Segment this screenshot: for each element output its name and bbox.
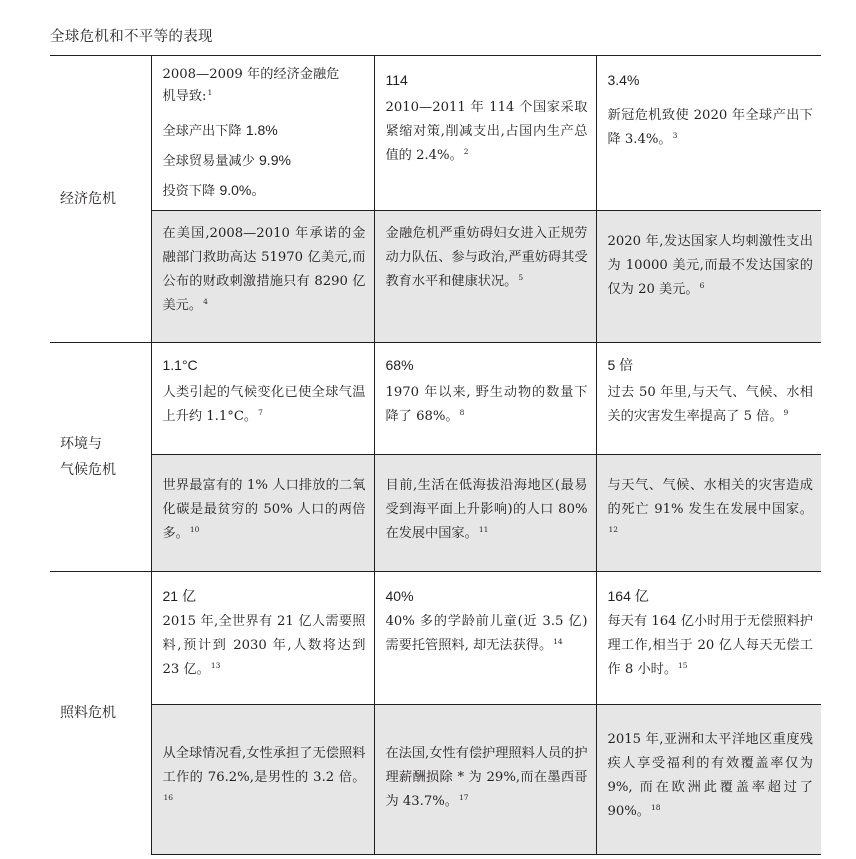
care-text-3	[608, 610, 814, 682]
detail-text-block	[163, 222, 366, 318]
footnote-ref: 2	[463, 147, 469, 156]
care-stat-3: 164 亿	[607, 588, 649, 604]
economic-bullet-2	[163, 146, 366, 176]
care-stat-1: 21 亿	[162, 588, 196, 604]
category-economic: 经济危机	[50, 56, 151, 343]
care-cell-3	[596, 572, 821, 705]
cell-text: 2010—2011 年 114 个国家采取紧缩对策,削减支出,占国内生产总值的 2.4%。	[385, 100, 588, 163]
economic-detail-3	[596, 211, 821, 343]
cell-text: 与天气、气候、水相关的灾害造成的死亡 91% 发生在发展中国家。	[607, 478, 813, 517]
cell-text: 新冠危机致使 2020 年全球产出下降 3.4%。	[607, 108, 813, 147]
footnote-ref: 3	[672, 131, 678, 140]
economic-head-line-1: 2008—2009 年的经济金融危	[162, 67, 340, 82]
economic-stat-2: 114	[385, 72, 408, 88]
crisis-table	[50, 55, 821, 855]
footnote-ref: 13	[210, 661, 221, 670]
footnote-ref: 5	[518, 273, 524, 282]
footnote-ref: 9	[783, 408, 789, 417]
cell-text: 人类引起的气候变化已使全球气温上升约 1.1°C。	[162, 385, 366, 424]
cell-text: 从全球情况看,女性承担了无偿照料工作的 76.2%,是男性的 3.2 倍。	[162, 746, 366, 785]
cell-text: 2015 年,亚洲和太平洋地区重度残疾人享受福利的有效覆盖率仅为 9%, 而在欧洲此覆盖率超过了 90%。	[607, 732, 813, 819]
bullet-number: 9.0%。	[219, 182, 266, 198]
cell-text: 金融危机严重妨碍妇女进入正规劳动力队伍、参与政治,严重妨碍其受教育水平和健康状况。	[385, 226, 588, 289]
cell-text: 40% 多的学龄前儿童(近 3.5 亿)需要托管照料, 却无法获得。	[385, 614, 588, 653]
category-line: 环境与	[60, 436, 102, 452]
category-climate	[50, 343, 151, 572]
cell-text: 过去 50 年里,与天气、气候、水相关的灾害发生率提高了 5 倍。	[607, 385, 813, 424]
climate-cell-2	[374, 343, 596, 455]
cell-text: 1970 年以来, 野生动物的数量下降了 68%。	[385, 385, 588, 424]
footnote-ref: 6	[699, 281, 705, 290]
economic-cell-2	[374, 56, 596, 211]
climate-stat-3: 5 倍	[607, 357, 634, 373]
care-text-1	[163, 610, 366, 682]
economic-text-2	[386, 96, 588, 168]
footnote-ref: 15	[678, 661, 688, 670]
page-title: 全球危机和不平等的表现	[50, 29, 213, 45]
bullet-number: 9.9%	[259, 152, 291, 168]
footnote-ref: 7	[258, 408, 263, 417]
care-cell-2	[374, 572, 596, 705]
footnote-ref: 4	[203, 297, 208, 306]
detail-text-block	[163, 474, 366, 546]
cell-text: 世界最富有的 1% 人口排放的二氧化碳是最贫穷的 50% 人口的两倍多。	[162, 478, 366, 541]
footnote-ref: 18	[651, 803, 661, 812]
cell-text: 2020 年,发达国家人均刺激性支出为 10000 美元,而最不发达国家的仅为 20 美元。	[607, 234, 813, 297]
category-line: 气候危机	[60, 462, 116, 478]
detail-text-block	[386, 742, 588, 814]
category-care: 照料危机	[50, 572, 151, 855]
climate-text-1	[163, 381, 366, 429]
detail-text-block	[386, 474, 588, 546]
footnote-ref: 8	[459, 408, 465, 417]
footnote-ref: 11	[478, 525, 489, 534]
climate-detail-1	[151, 455, 374, 572]
detail-text-block	[608, 230, 814, 302]
detail-text-block	[608, 474, 814, 546]
climate-stat-1: 1.1°C	[162, 357, 198, 373]
economic-stat-3: 3.4%	[607, 72, 640, 88]
economic-bullet-3	[163, 176, 366, 206]
detail-text-block	[608, 728, 814, 824]
footnote-ref: 16	[163, 793, 174, 802]
cell-text: 2015 年,全世界有 21 亿人需要照料,预计到 2030 年,人数将达到 23 亿。	[162, 614, 366, 677]
footnote-ref: 10	[189, 525, 200, 534]
climate-cell-1	[151, 343, 374, 455]
footnote-ref: 12	[608, 525, 619, 534]
care-stat-2: 40%	[385, 588, 414, 604]
economic-row-bottom	[50, 211, 821, 343]
cell-text: 在法国,女性有偿护理照料人员的护理薪酬损除 * 为 29%,而在墨西哥为 43.7%。	[385, 746, 588, 809]
care-row-bottom	[50, 705, 821, 855]
climate-stat-2: 68%	[385, 357, 414, 373]
economic-text-3	[608, 104, 814, 152]
care-detail-1	[151, 705, 374, 855]
care-cell-1	[151, 572, 374, 705]
care-row-top	[50, 572, 821, 705]
care-text-2	[386, 610, 588, 658]
economic-bullet-1	[163, 116, 366, 146]
cell-text: 每天有 164 亿小时用于无偿照料护理工作,相当于 20 亿人每天无偿工作 8 小时。	[607, 614, 813, 677]
climate-cell-3	[596, 343, 821, 455]
bullet-text: 全球贸易量减少	[162, 154, 260, 169]
economic-cell-1	[151, 56, 374, 211]
economic-detail-1	[151, 211, 374, 343]
care-detail-3	[596, 705, 821, 855]
economic-head-line-2: 机导致:	[162, 89, 207, 104]
bullet-text: 投资下降	[162, 184, 220, 199]
climate-row-top	[50, 343, 821, 455]
cell-text: 在美国,2008—2010 年承诺的金融部门救助高达 51970 亿美元,而公布的财政刺激措施只有 8290 亿美元。	[162, 226, 366, 313]
care-detail-2	[374, 705, 596, 855]
detail-text-block	[386, 222, 588, 294]
climate-text-3	[608, 381, 814, 429]
footnote-ref: 17	[458, 793, 469, 802]
economic-cell-3	[596, 56, 821, 211]
economic-detail-2	[374, 211, 596, 343]
detail-text-block	[163, 742, 366, 814]
economic-row-top	[50, 56, 821, 211]
climate-row-bottom	[50, 455, 821, 572]
footnote-ref: 14	[553, 637, 563, 646]
bullet-text: 全球产出下降	[162, 124, 246, 139]
climate-detail-3	[596, 455, 821, 572]
cell-text: 目前,生活在低海拔沿海地区(最易受到海平面上升影响)的人口 80% 在发展中国家。	[385, 478, 588, 541]
bullet-number: 1.8%	[245, 122, 278, 138]
economic-cell-1-head	[163, 64, 366, 108]
climate-text-2	[386, 381, 588, 429]
climate-detail-2	[374, 455, 596, 572]
footnote-ref: 1	[207, 88, 213, 97]
